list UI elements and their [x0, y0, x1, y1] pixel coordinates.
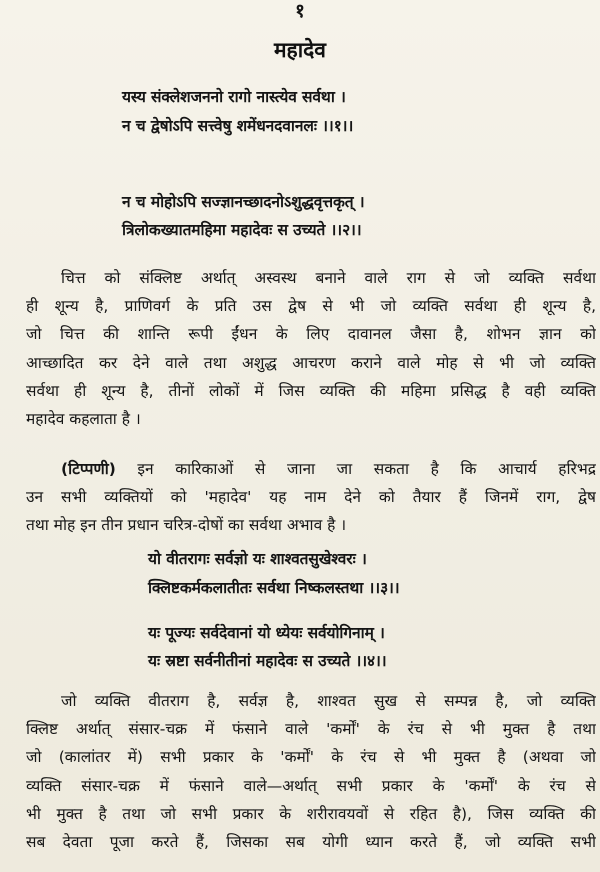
explanation-2-line: क्लिष्ट अर्थात् संसार-चक्र में फंसाने वाले 'कर्मों' के रंच से भी मुक्त है तथा	[26, 720, 596, 739]
verse-2-line-2: त्रिलोकख्यातमहिमा महादेवः स उच्यते ।।२।।	[122, 221, 362, 239]
explanation-2-line: व्यक्ति संसार-चक्र में फंसाने वाले—अर्थात् सभी प्रकार के 'कर्मों' के रंच से	[26, 776, 596, 795]
explanation-1-line: आच्छादित कर देने वाले तथा अशुद्ध आचरण कराने वाले मोह से भी जो व्यक्ति	[26, 353, 596, 372]
note-line-3: तथा मोह इन तीन प्रधान चरित्र-दोषों का सर्वथा अभाव है ।	[26, 516, 347, 535]
note-label: (टिप्पणी)	[61, 460, 116, 478]
note-paragraph	[26, 455, 596, 540]
explanation-1-line: जो चित्त की शान्ति रूपी ईंधन के लिए दावानल जैसा है, शोभन ज्ञान को	[26, 325, 596, 344]
note-line-2: उन सभी व्यक्तियों को 'महादेव' यह नाम देने को तैयार हैं जिनमें राग, द्वेष	[26, 488, 596, 507]
verse-2-line-1: न च मोहोऽपि सज्ज्ञानच्छादनोऽशुद्धवृत्तकृत् ।	[122, 193, 365, 211]
verse-3-line-2: क्लिष्टकर्मकलातीतः सर्वथा निष्कलस्तथा ।।३।।	[148, 579, 400, 597]
note-line-1	[26, 455, 596, 483]
explanation-1-paragraph	[26, 264, 596, 433]
verse-4-line-2: यः स्रष्टा सर्वनीतीनां महादेवः स उच्यते ।।४।।	[148, 652, 387, 670]
page-title: महादेव	[274, 38, 326, 62]
explanation-2-line: जो (कालांतर में) सभी प्रकार के 'कर्मों' के रंच से भी मुक्त है (अथवा जो	[26, 748, 596, 767]
verse-1-line-2: न च द्वेषोऽपि सत्त्वेषु शमेंधनदवानलः ।।१।।	[122, 117, 354, 135]
explanation-1-line: सर्वथा ही शून्य है, तीनों लोकों में जिस व्यक्ति की महिमा प्रसिद्ध है वही व्यक्ति	[26, 381, 596, 400]
explanation-2-line: भी मुक्त है तथा जो सभी प्रकार के शरीरावयवों से रहित है), जिस व्यक्ति की	[26, 804, 596, 823]
explanation-1-line: महादेव कहलाता है ।	[26, 410, 141, 429]
verse-4-line-1: यः पूज्यः सर्वदेवानां यो ध्येयः सर्वयोगिनाम् ।	[148, 624, 385, 642]
verse-1-line-1: यस्य संक्लेशजननो रागो नास्त्येव सर्वथा ।	[122, 88, 346, 106]
explanation-2-line: सब देवता पूजा करते हैं, जिसका सब योगी ध्यान करते हैं, जो व्यक्ति सभी	[26, 833, 596, 852]
verse-3-line-1: यो वीतरागः सर्वज्ञो यः शाश्वतसुखेश्वरः ।	[148, 550, 367, 568]
explanation-2-line: जो व्यक्ति वीतराग है, सर्वज्ञ है, शाश्वत सुख से सम्पन्न है, जो व्यक्ति	[61, 692, 596, 710]
note-line-1-text: इन कारिकाओं से जाना जा सकता है कि आचार्य हरिभद्र	[137, 460, 596, 478]
page-number: १	[295, 0, 305, 22]
explanation-1-line: चित्त को संक्लिष्ट अर्थात् अस्वस्थ बनाने वाले राग से जो व्यक्ति सर्वथा	[61, 269, 596, 287]
explanation-2-paragraph	[26, 687, 596, 856]
explanation-1-line: ही शून्य है, प्राणिवर्ग के प्रति उस द्वेष से भी जो व्यक्ति सर्वथा ही शून्य है,	[26, 297, 596, 316]
